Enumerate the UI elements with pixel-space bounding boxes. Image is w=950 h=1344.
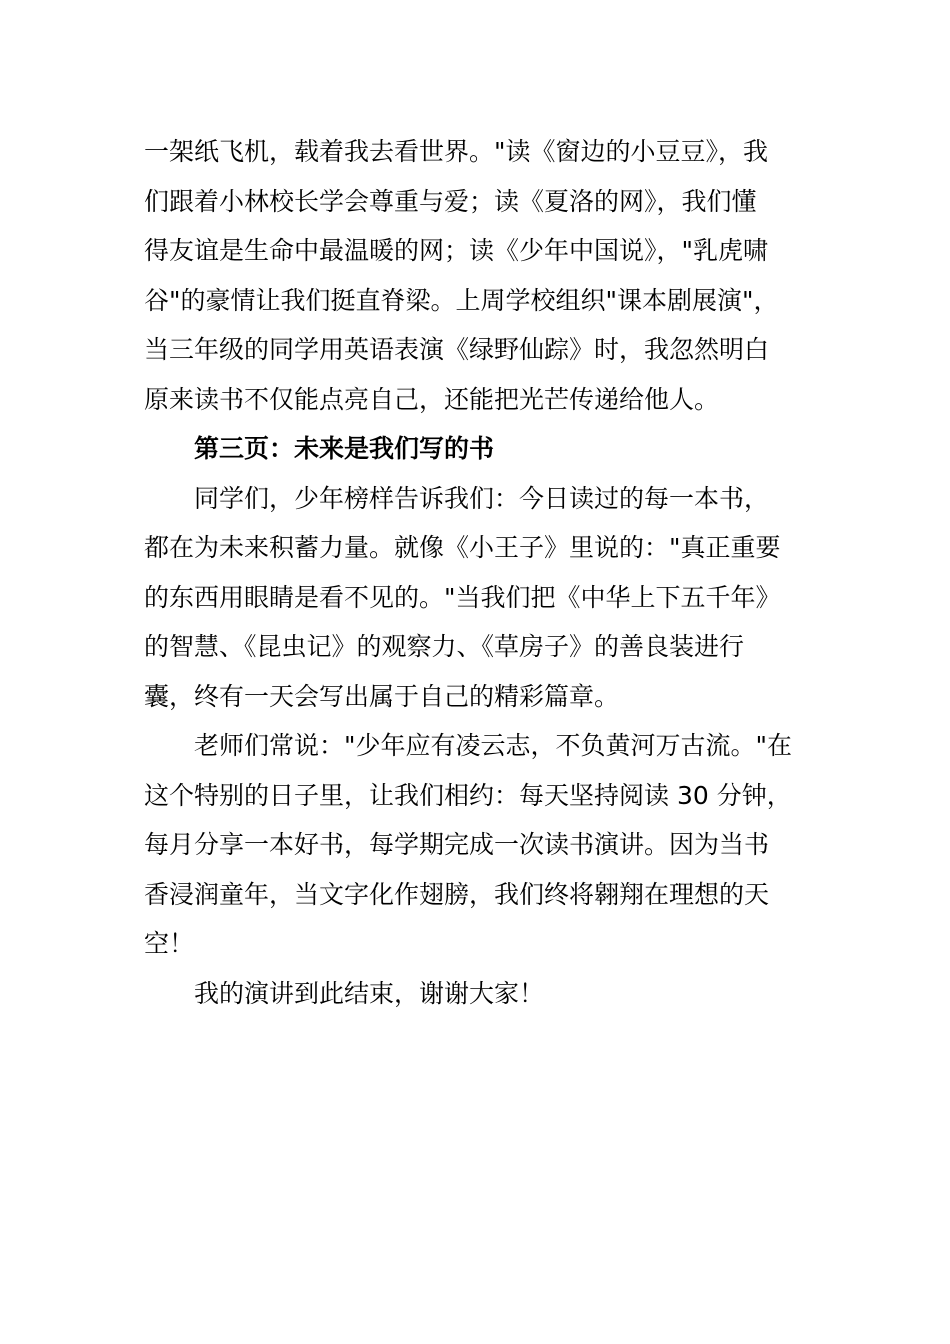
text-line: 都在为未来积蓄力量。就像《小王子》里说的："真正重要 [144, 533, 781, 562]
text-line: 一架纸飞机，载着我去看世界。"读《窗边的小豆豆》，我 [144, 137, 769, 166]
document-body [144, 127, 808, 1018]
paragraph-reading-experiences [144, 127, 808, 424]
paragraph-closing [144, 969, 808, 1019]
paragraph-reading-pledge [144, 721, 808, 969]
text-line: 香浸润童年，当文字化作翅膀，我们终将翱翔在理想的天 [144, 879, 770, 909]
text-line: 这个特别的日子里，让我们相约：每天坚持阅读 30 分钟， [144, 780, 792, 810]
text-line: 得友谊是生命中最温暖的网；读《少年中国说》，"乳虎啸 [144, 236, 769, 265]
text-line: 的东西用眼睛是看不见的。"当我们把《中华上下五千年》 [144, 582, 781, 612]
text-line: 我的演讲到此结束，谢谢大家！ [194, 978, 545, 1008]
text-line: 谷"的豪情让我们挺直脊梁。上周学校组织"课本剧展演"， [144, 285, 779, 315]
text-line: 们跟着小林校长学会尊重与爱；读《夏洛的网》，我们懂 [144, 186, 757, 216]
text-line: 囊，终有一天会写出属于自己的精彩篇章。 [144, 681, 620, 711]
text-line: 空！ [144, 929, 195, 958]
text-line: 的智慧、《昆虫记》的观察力、《草房子》的善良装进行 [144, 632, 745, 661]
paragraph-future-book [144, 474, 808, 722]
heading-text: 第三页：未来是我们写的书 [194, 434, 495, 463]
section-heading [144, 424, 808, 474]
text-line: 老师们常说："少年应有凌云志，不负黄河万古流。"在 [194, 731, 793, 760]
text-line: 当三年级的同学用英语表演《绿野仙踪》时，我忽然明白 [144, 335, 770, 364]
text-line: 同学们，少年榜样告诉我们：今日读过的每一本书， [194, 483, 770, 513]
text-line: 原来读书不仅能点亮自己，还能把光芒传递给他人。 [144, 384, 720, 414]
text-line: 每月分享一本好书，每学期完成一次读书演讲。因为当书 [144, 830, 770, 859]
